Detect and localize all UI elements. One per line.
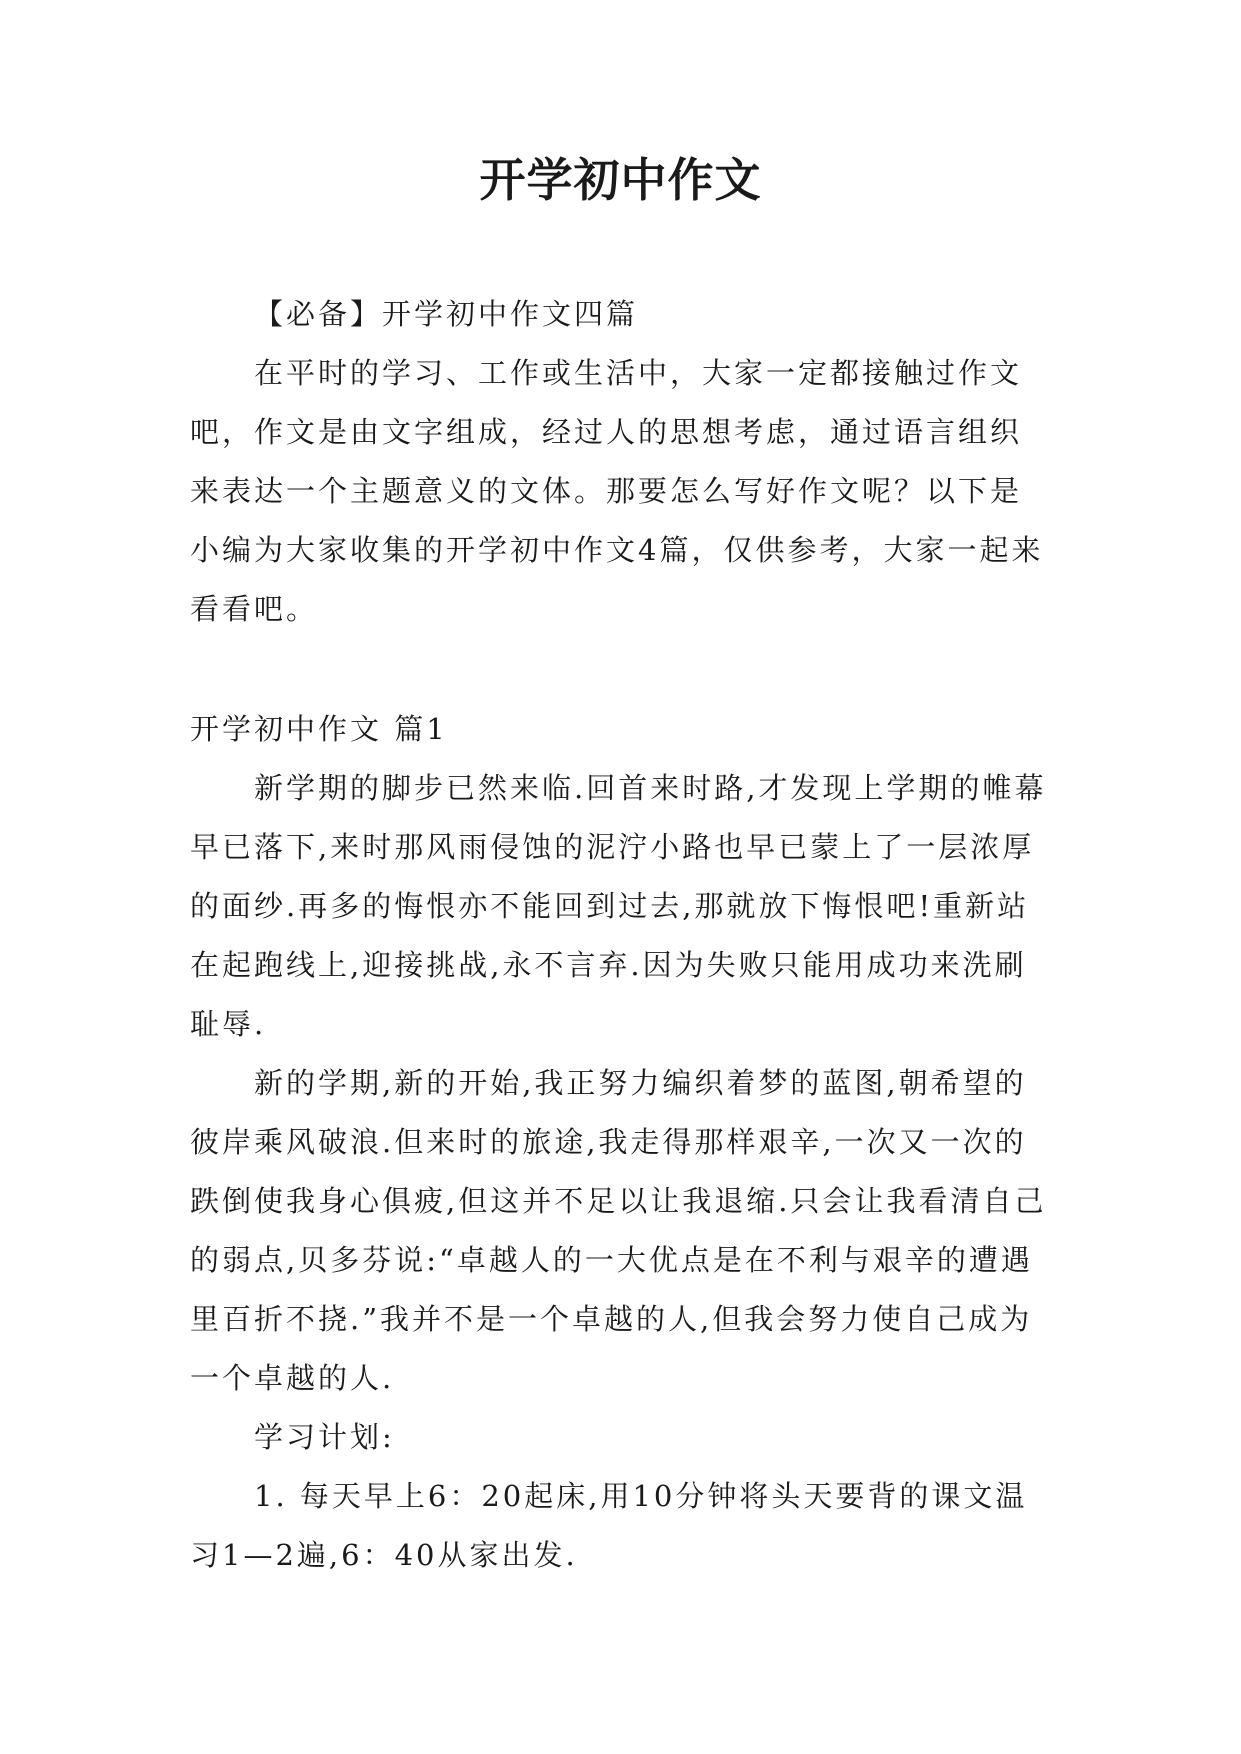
intro-paragraph: 在平时的学习、工作或生活中，大家一定都接触过作文吧，作文是由文字组成，经过人的思想考虑，通过语言组织来表达一个主题意义的文体。那要怎么写好作文呢？以下是小编为大家收集的开学初中作文4篇，仅供参考，大家一起来看看吧。 <box>190 356 1044 626</box>
plan-item: 1. 每天早上6：20起床,用10分钟将头天要背的课文温习1—2遍,6：40从家出发. <box>190 1479 1028 1572</box>
section-paragraph: 新学期的脚步已然来临.回首来时路,才发现上学期的帷幕早已落下,来时那风雨侵蚀的泥泞小路也早已蒙上了一层浓厚的面纱.再多的悔恨亦不能回到过去,那就放下悔恨吧!重新站在起跑线上,迎接挑战,永不言弃.因为失败只能用成功来洗刷耻辱. <box>190 771 1047 1041</box>
intro-heading: 【必备】开学初中作文四篇 <box>254 297 639 331</box>
document-body <box>190 285 1050 1585</box>
document-title: 开学初中作文 <box>479 153 762 207</box>
section-paragraph: 新的学期,新的开始,我正努力编织着梦的蓝图,朝希望的彼岸乘风破浪.但来时的旅途,我走得那样艰辛,一次又一次的跌倒使我身心俱疲,但这并不足以让我退缩.只会让我看清自己的弱点,贝多芬说:“卓越人的一大优点是在不利与艰辛的遭遇里百折不挠.”我并不是一个卓越的人,但我会努力使自己成为一个卓越的人. <box>190 1066 1047 1395</box>
plan-label: 学习计划: <box>254 1420 395 1454</box>
section-heading: 开学初中作文 篇1 <box>190 712 448 746</box>
